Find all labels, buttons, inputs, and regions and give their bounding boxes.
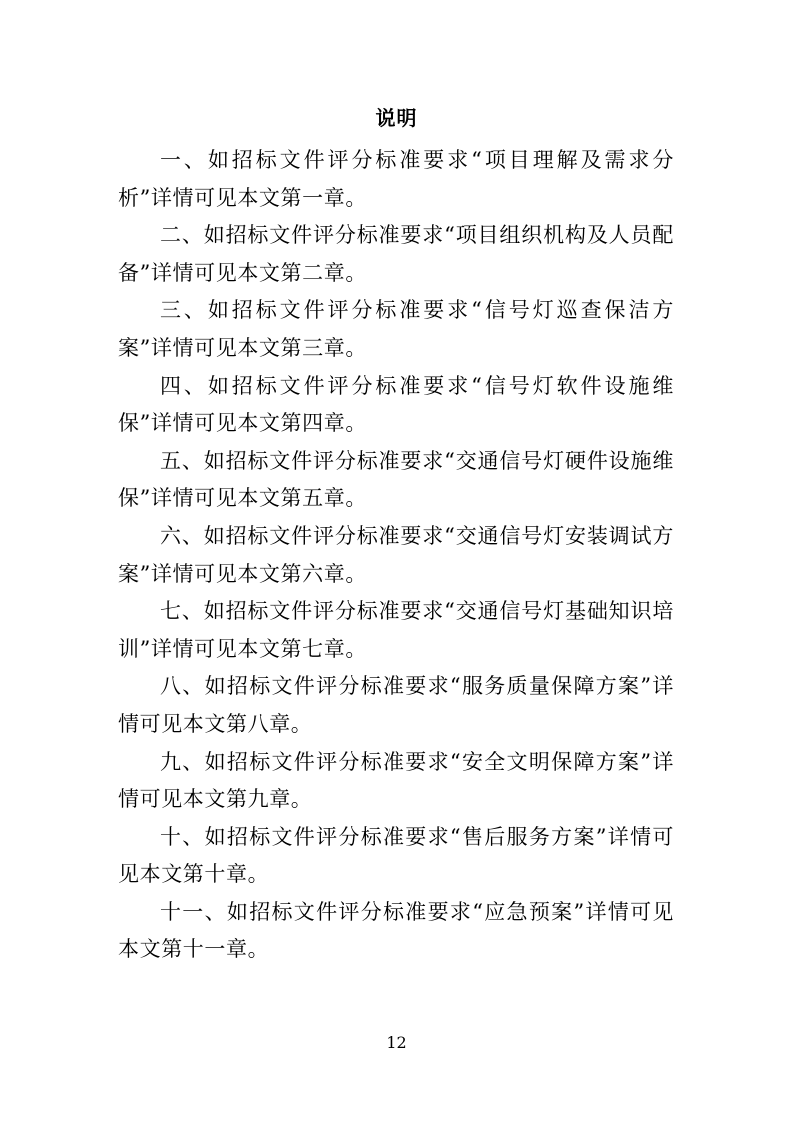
paragraph-6: 六、如招标文件评分标准要求“交通信号灯安装调试方案”详情可见本文第六章。 — [118, 523, 674, 586]
document-title: 说明 — [375, 106, 418, 130]
document-body — [118, 142, 674, 969]
paragraph-8: 八、如招标文件评分标准要求“服务质量保障方案”详情可见本文第八章。 — [118, 674, 674, 736]
paragraph-9: 九、如招标文件评分标准要求“安全文明保障方案”详情可见本文第九章。 — [118, 749, 674, 812]
paragraph-7: 七、如招标文件评分标准要求“交通信号灯基础知识培训”详情可见本文第七章。 — [118, 599, 674, 661]
paragraph-3: 三、如招标文件评分标准要求“信号灯巡查保洁方案”详情可见本文第三章。 — [118, 298, 674, 360]
paragraph-10: 十、如招标文件评分标准要求“售后服务方案”详情可见本文第十章。 — [118, 824, 674, 887]
paragraph-2: 二、如招标文件评分标准要求“项目组织机构及人员配备”详情可见本文第二章。 — [118, 223, 674, 285]
paragraph-11: 十一、如招标文件评分标准要求“应急预案”详情可见本文第十一章。 — [118, 899, 674, 962]
paragraph-5: 五、如招标文件评分标准要求“交通信号灯硬件设施维保”详情可见本文第五章。 — [118, 448, 674, 511]
paragraph-4: 四、如招标文件评分标准要求“信号灯软件设施维保”详情可见本文第四章。 — [118, 373, 674, 436]
paragraph-1: 一、如招标文件评分标准要求“项目理解及需求分析”详情可见本文第一章。 — [118, 148, 674, 210]
page-number: 12 — [386, 1033, 407, 1052]
